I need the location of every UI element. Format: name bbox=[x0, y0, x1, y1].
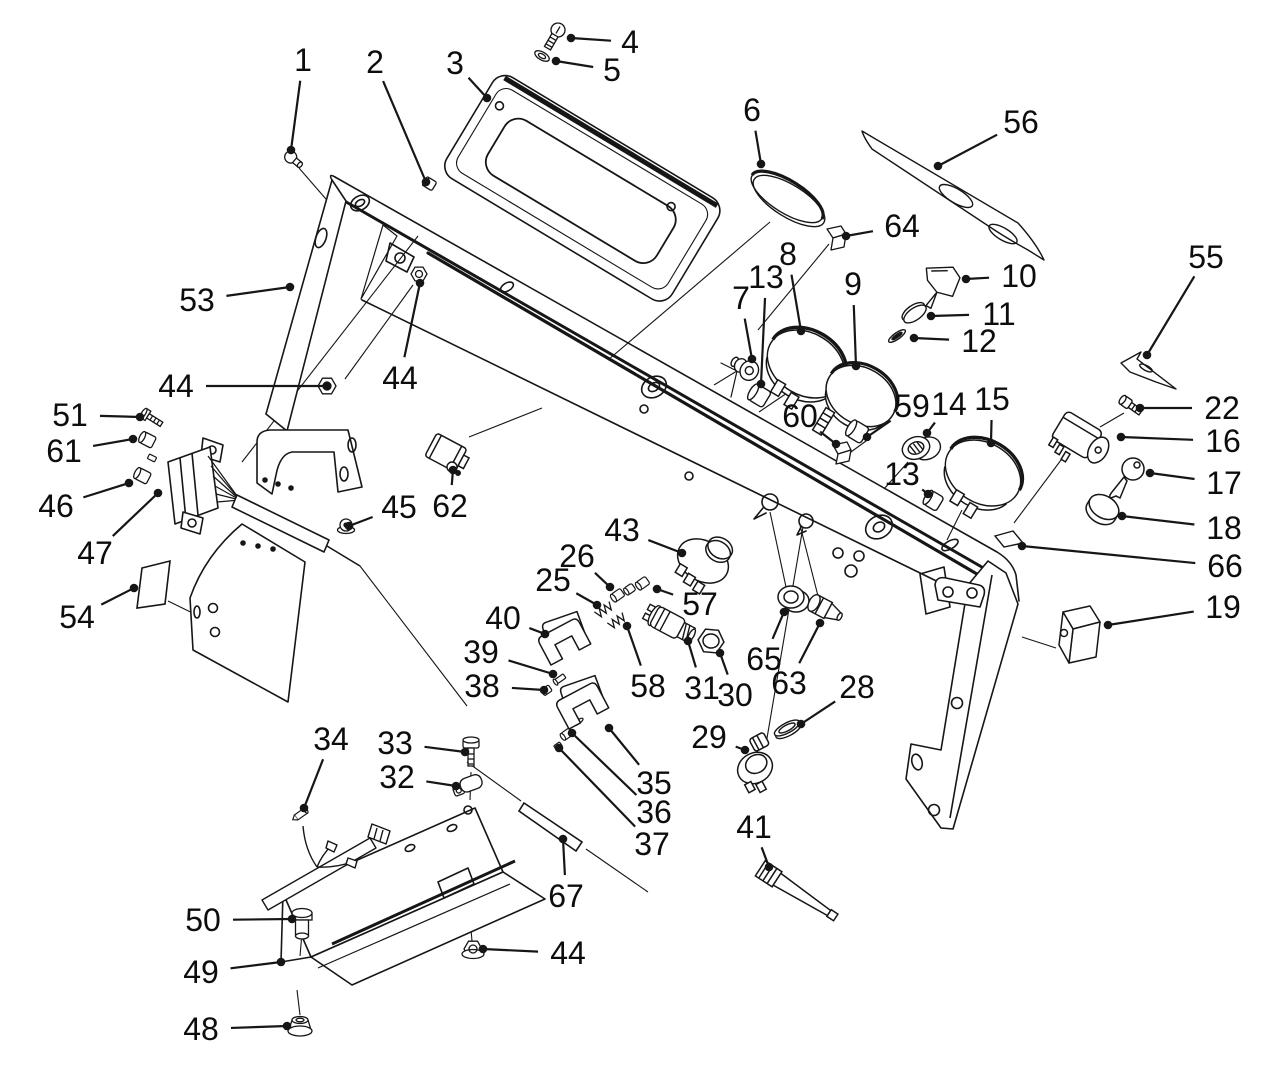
callout-number: 51 bbox=[52, 397, 88, 433]
leader-dot bbox=[568, 729, 577, 738]
callout-number: 10 bbox=[1001, 258, 1037, 294]
callout-9 bbox=[844, 266, 862, 370]
plug-29 bbox=[726, 732, 787, 798]
leader-dot bbox=[555, 744, 564, 753]
leader-line bbox=[426, 781, 456, 786]
leader-line bbox=[914, 338, 949, 340]
leader-line bbox=[627, 626, 641, 666]
leader-line bbox=[483, 949, 538, 952]
leader-line bbox=[799, 623, 820, 663]
leader-line bbox=[755, 131, 761, 164]
callout-number: 15 bbox=[974, 381, 1010, 417]
leader-dot bbox=[449, 466, 458, 475]
key-17 bbox=[1110, 458, 1144, 498]
callout-number: 12 bbox=[961, 323, 997, 359]
leader-dot bbox=[130, 584, 139, 593]
leader-line bbox=[1150, 473, 1195, 479]
callout-number: 18 bbox=[1206, 510, 1242, 546]
leader-line bbox=[559, 748, 635, 827]
callout-35 bbox=[605, 724, 672, 801]
leader-dot bbox=[593, 601, 602, 610]
callout-number: 49 bbox=[183, 954, 219, 990]
leader-dot bbox=[1136, 404, 1145, 413]
leader-line bbox=[231, 1026, 287, 1028]
left-side-plate bbox=[266, 180, 346, 431]
leader-line bbox=[609, 728, 639, 765]
sensor-63 bbox=[805, 593, 845, 626]
leader-dot bbox=[288, 915, 297, 924]
lower-left-plate bbox=[190, 524, 305, 702]
callout-40 bbox=[485, 600, 549, 638]
leader-dot bbox=[924, 490, 933, 499]
callout-number: 41 bbox=[736, 809, 772, 845]
callout-number: 37 bbox=[634, 826, 670, 862]
callout-number: 67 bbox=[548, 878, 584, 914]
leader-dot bbox=[1104, 621, 1113, 630]
leader-dot bbox=[300, 804, 309, 813]
callout-number: 44 bbox=[550, 935, 586, 971]
callout-22 bbox=[1136, 390, 1240, 426]
callout-53 bbox=[179, 282, 294, 318]
callout-number: 22 bbox=[1204, 390, 1240, 426]
gauge-15 bbox=[926, 424, 1035, 532]
callout-number: 17 bbox=[1206, 465, 1242, 501]
lower-left-bracket bbox=[257, 430, 362, 494]
leader-line bbox=[100, 416, 140, 417]
callout-number: 25 bbox=[535, 562, 571, 598]
leader-dot bbox=[277, 958, 286, 967]
callout-number: 43 bbox=[604, 512, 640, 548]
callout-12 bbox=[910, 323, 997, 359]
leader-line bbox=[938, 135, 997, 166]
leader-line bbox=[556, 61, 593, 67]
leader-dot bbox=[286, 283, 295, 292]
callout-number: 57 bbox=[682, 586, 718, 622]
switch-7 bbox=[727, 352, 762, 384]
leader-dot bbox=[852, 362, 861, 371]
leader-line bbox=[83, 483, 129, 497]
callout-number: 33 bbox=[377, 725, 413, 761]
leader-line bbox=[93, 439, 133, 446]
leader-dot bbox=[479, 945, 488, 954]
callout-number: 56 bbox=[1003, 104, 1039, 140]
leader-dot bbox=[816, 619, 825, 628]
leader-line bbox=[291, 81, 300, 150]
callout-29 bbox=[691, 719, 749, 755]
leader-dot bbox=[461, 748, 470, 757]
leader-line bbox=[745, 319, 752, 359]
callout-number: 13 bbox=[884, 456, 920, 492]
leader-dot bbox=[283, 1022, 292, 1031]
leader-line bbox=[1022, 546, 1195, 563]
leader-dot bbox=[1018, 542, 1027, 551]
leader-dot bbox=[1143, 351, 1152, 360]
leader-dot bbox=[765, 863, 774, 872]
callout-number: 16 bbox=[1205, 423, 1241, 459]
leader-dot bbox=[136, 413, 145, 422]
callout-47 bbox=[77, 489, 162, 571]
callout-28 bbox=[797, 669, 875, 728]
callout-49 bbox=[183, 954, 285, 990]
display-housing bbox=[439, 70, 725, 307]
leader-dot bbox=[748, 355, 757, 364]
callout-number: 64 bbox=[884, 208, 920, 244]
leader-line bbox=[931, 315, 969, 316]
bolt-50 bbox=[292, 909, 312, 940]
callout-44 bbox=[382, 279, 424, 396]
clip-10 bbox=[917, 260, 966, 309]
callout-number: 14 bbox=[931, 386, 967, 422]
leader-dot bbox=[678, 549, 687, 558]
leader-dot bbox=[549, 670, 558, 679]
leader-line bbox=[801, 701, 835, 724]
callout-number: 8 bbox=[779, 236, 797, 272]
callout-number: 62 bbox=[432, 488, 468, 524]
callout-number: 36 bbox=[636, 794, 672, 830]
callout-58 bbox=[623, 622, 666, 704]
leader-line bbox=[304, 759, 323, 808]
leader-dot bbox=[757, 380, 766, 389]
callout-number: 4 bbox=[621, 24, 639, 60]
leader-line bbox=[761, 298, 765, 384]
leader-dot bbox=[452, 782, 461, 791]
leader-dot bbox=[757, 160, 766, 169]
leader-line bbox=[773, 612, 784, 639]
leader-dot bbox=[780, 608, 789, 617]
callout-number: 65 bbox=[746, 641, 782, 677]
leader-dot bbox=[1117, 433, 1126, 442]
callout-number: 55 bbox=[1188, 239, 1224, 275]
leader-line bbox=[571, 38, 611, 41]
leader-line bbox=[508, 660, 553, 674]
callout-55 bbox=[1143, 239, 1224, 359]
bottom-support-bracket bbox=[281, 806, 545, 985]
leader-dot bbox=[552, 57, 561, 66]
leader-line bbox=[383, 81, 426, 182]
callout-number: 44 bbox=[382, 360, 418, 396]
callout-number: 3 bbox=[446, 45, 464, 81]
leader-dot bbox=[653, 585, 662, 594]
leader-dot bbox=[287, 146, 296, 155]
callout-number: 39 bbox=[463, 634, 499, 670]
callout-50 bbox=[185, 902, 296, 938]
callout-number: 11 bbox=[982, 296, 1016, 332]
callout-number: 47 bbox=[77, 535, 113, 571]
callout-41 bbox=[736, 809, 773, 871]
leader-dot bbox=[962, 275, 971, 284]
callout-34 bbox=[300, 721, 349, 812]
leader-dot bbox=[422, 178, 431, 187]
leader-dot bbox=[987, 439, 996, 448]
leader-line bbox=[854, 305, 856, 366]
callout-number: 63 bbox=[771, 665, 807, 701]
leader-dot bbox=[125, 479, 134, 488]
callout-13 bbox=[884, 456, 932, 498]
leader-dot bbox=[605, 724, 614, 733]
callout-number: 13 bbox=[748, 259, 784, 295]
disc-11 bbox=[899, 299, 929, 326]
leader-line bbox=[512, 688, 544, 690]
washer-5 bbox=[533, 49, 551, 64]
leader-dot bbox=[1118, 512, 1127, 521]
callout-number: 46 bbox=[38, 488, 74, 524]
terminal-61 bbox=[137, 431, 156, 449]
contact-57b bbox=[634, 576, 650, 591]
callout-56 bbox=[934, 104, 1039, 170]
callout-18 bbox=[1118, 510, 1242, 546]
leader-dot bbox=[927, 312, 936, 321]
nut-48 bbox=[288, 1017, 312, 1037]
leader-line bbox=[231, 962, 281, 968]
callout-number: 44 bbox=[158, 368, 194, 404]
decal-strip-54 bbox=[137, 561, 170, 608]
leader-line bbox=[425, 747, 465, 752]
leader-line bbox=[1147, 276, 1194, 355]
callout-number: 45 bbox=[381, 489, 417, 525]
callout-number: 7 bbox=[732, 280, 750, 316]
callout-number: 26 bbox=[559, 538, 595, 574]
leader-line bbox=[648, 540, 682, 553]
callout-number: 28 bbox=[839, 669, 875, 705]
callout-33 bbox=[377, 725, 469, 761]
callout-3 bbox=[446, 45, 491, 102]
leader-line bbox=[572, 733, 636, 795]
callout-number: 66 bbox=[1207, 548, 1243, 584]
leader-dot bbox=[416, 279, 425, 288]
leader-dot bbox=[797, 327, 806, 336]
callout-62 bbox=[432, 466, 468, 524]
leader-dot bbox=[483, 94, 492, 103]
callout-number: 48 bbox=[183, 1011, 219, 1047]
leader-dot bbox=[606, 583, 615, 592]
leader-dot bbox=[797, 720, 806, 729]
callout-number: 1 bbox=[294, 42, 312, 78]
callout-10 bbox=[962, 258, 1037, 294]
leader-dot bbox=[559, 835, 568, 844]
callout-number: 31 bbox=[684, 670, 720, 706]
leader-dot bbox=[540, 686, 549, 695]
callout-54 bbox=[59, 584, 138, 635]
lens-bezel-6 bbox=[744, 162, 832, 237]
screw-4 bbox=[541, 20, 567, 51]
sliver-12 bbox=[887, 328, 907, 345]
leader-line bbox=[113, 493, 158, 536]
callout-number: 34 bbox=[313, 721, 349, 757]
leader-line bbox=[1122, 516, 1194, 525]
right-side-plate bbox=[906, 561, 1018, 829]
leader-dot bbox=[923, 429, 932, 438]
leader-dot bbox=[842, 232, 851, 241]
leader-dot bbox=[934, 162, 943, 171]
callout-number: 32 bbox=[379, 759, 415, 795]
callout-46 bbox=[38, 479, 133, 524]
leader-dot bbox=[154, 489, 163, 498]
leader-dot bbox=[567, 34, 576, 43]
callout-48 bbox=[183, 1011, 291, 1047]
callout-number: 30 bbox=[717, 677, 753, 713]
callout-number: 2 bbox=[366, 44, 384, 80]
callout-43 bbox=[604, 512, 686, 557]
callout-51 bbox=[52, 397, 144, 433]
callout-64 bbox=[842, 208, 920, 244]
leader-dot bbox=[345, 522, 354, 531]
callout-17 bbox=[1146, 465, 1242, 501]
callout-number: 5 bbox=[603, 52, 621, 88]
leader-dot bbox=[541, 630, 550, 639]
leader-dot bbox=[863, 433, 872, 442]
leader-dot bbox=[323, 382, 332, 391]
leader-line bbox=[1108, 612, 1194, 625]
callout-number: 58 bbox=[630, 668, 666, 704]
leader-dot bbox=[716, 649, 725, 658]
callout-32 bbox=[379, 759, 460, 795]
callout-number: 29 bbox=[691, 719, 727, 755]
leader-line bbox=[233, 919, 292, 920]
leader-line bbox=[1121, 437, 1193, 440]
callout-66 bbox=[1018, 542, 1243, 584]
callout-6 bbox=[743, 92, 765, 168]
callout-number: 19 bbox=[1205, 589, 1241, 625]
terminal-46 bbox=[132, 467, 151, 485]
callout-number: 6 bbox=[743, 92, 761, 128]
callout-44 bbox=[479, 935, 586, 971]
leader-dot bbox=[623, 622, 632, 631]
callout-number: 61 bbox=[46, 433, 82, 469]
callout-number: 59 bbox=[894, 388, 930, 424]
callout-44 bbox=[158, 368, 331, 404]
callout-61 bbox=[46, 433, 137, 469]
callout-1 bbox=[287, 42, 312, 154]
callout-number: 50 bbox=[185, 902, 221, 938]
terminal-pin bbox=[147, 454, 156, 462]
relay-19 bbox=[1059, 606, 1100, 663]
callout-number: 53 bbox=[179, 282, 215, 318]
leader-dot bbox=[741, 746, 750, 755]
leader-dot bbox=[684, 637, 693, 646]
callout-number: 60 bbox=[782, 398, 818, 434]
leader-dot bbox=[832, 440, 841, 449]
leader-line bbox=[563, 839, 565, 875]
callout-2 bbox=[366, 44, 430, 186]
cable-67 bbox=[519, 803, 582, 851]
callout-45 bbox=[345, 489, 417, 530]
leader-line bbox=[101, 588, 134, 605]
leader-line bbox=[226, 287, 290, 296]
leader-dot bbox=[910, 334, 919, 343]
callout-number: 35 bbox=[636, 765, 672, 801]
leader-dot bbox=[1146, 469, 1155, 478]
callout-19 bbox=[1104, 589, 1241, 629]
leader-dot bbox=[129, 435, 138, 444]
callout-number: 38 bbox=[464, 668, 500, 704]
callout-number: 9 bbox=[844, 266, 862, 302]
callout-5 bbox=[552, 52, 621, 88]
callout-38 bbox=[464, 668, 548, 704]
callout-number: 54 bbox=[59, 599, 95, 635]
callout-number: 40 bbox=[485, 600, 521, 636]
callout-16 bbox=[1117, 423, 1241, 459]
